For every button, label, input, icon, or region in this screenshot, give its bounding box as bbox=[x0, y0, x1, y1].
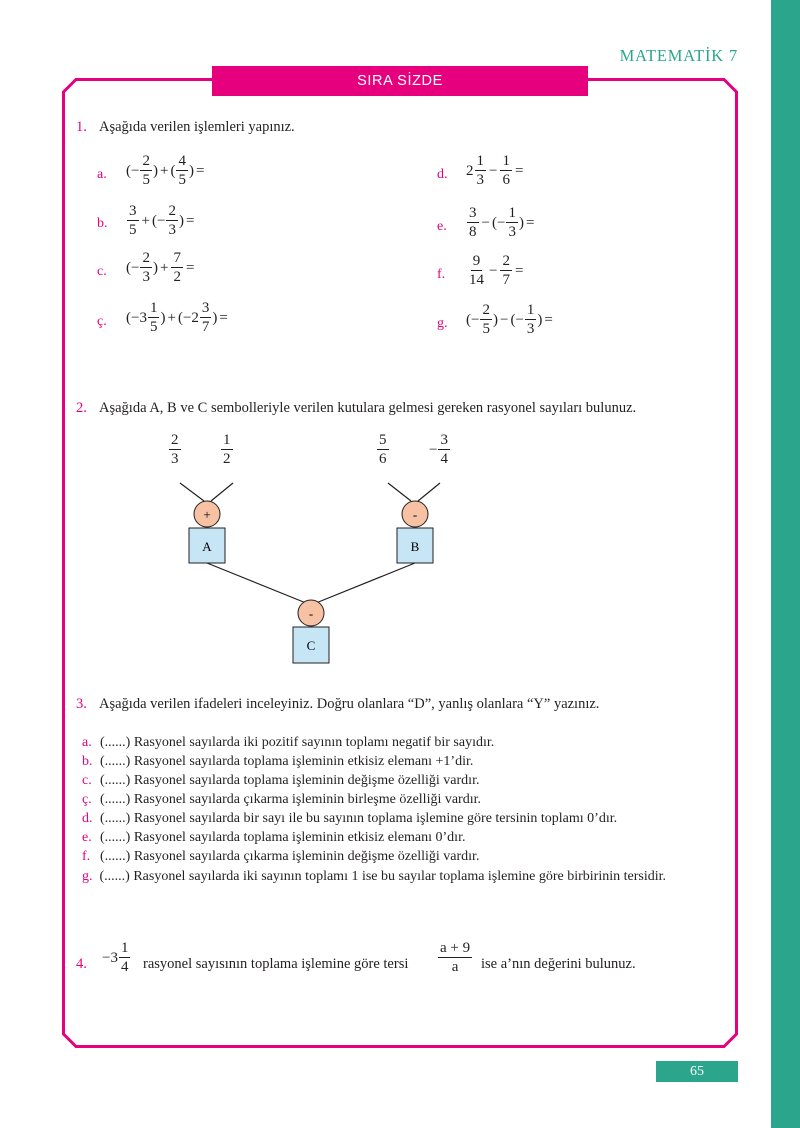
q3-item-cc: ç. (......) Rasyonel sayılarda çıkarma işleminin birleşme özelliği vardır. bbox=[82, 792, 482, 807]
subject-title: MATEMATİK 7 bbox=[619, 46, 738, 65]
q4-fraction: $\frac{a + 9}{a}$ bbox=[440, 940, 471, 975]
q2-edge-left-2 bbox=[211, 483, 233, 501]
q2-input-right-1: $\frac{5}{6}$ bbox=[379, 432, 387, 467]
q3-number: 3. bbox=[76, 696, 87, 712]
q2-edge-a-c bbox=[207, 563, 306, 603]
q1-expr-a: ( − $\frac{2}{5}$ ) + ( $\frac{4}{5}$ ) = bbox=[126, 153, 205, 188]
q4-mixed-number: −3 $\frac{1}{4}$ bbox=[102, 940, 129, 975]
q1-label-e: e. bbox=[437, 219, 447, 234]
q2-number: 2. bbox=[76, 400, 87, 416]
q4-number: 4. bbox=[76, 956, 87, 972]
q1-expr-d: 2 $\frac{1}{3}$ − $\frac{1}{6}$ = bbox=[466, 153, 524, 188]
q1-expr-f: $\frac{9}{14}$ − $\frac{2}{7}$ = bbox=[469, 253, 524, 288]
q1-label-g: g. bbox=[437, 316, 448, 331]
q2-input-left-1: $\frac{2}{3}$ bbox=[171, 432, 179, 467]
q2-op-minus-right: - bbox=[412, 507, 418, 522]
q1-label-cc: ç. bbox=[97, 314, 107, 329]
q2-input-left-2: $\frac{1}{2}$ bbox=[223, 432, 231, 467]
q2-edge-left-1 bbox=[180, 483, 204, 501]
q1-label-b: b. bbox=[97, 216, 108, 231]
q4-text-1: rasyonel sayısının toplama işlemine göre tersi bbox=[143, 956, 409, 972]
q3-item-d: d. (......) Rasyonel sayılarda bir sayı ile bu sayının toplama işlemine göre tersinin toplamı 0’dır. bbox=[82, 811, 618, 826]
q1-expr-c: ( − $\frac{2}{3}$ ) + $\frac{7}{2}$ = bbox=[126, 250, 195, 285]
q1-label-f: f. bbox=[437, 267, 446, 282]
q3-item-b: b. (......) Rasyonel sayılarda toplama işleminin etkisiz elemanı +1’dir. bbox=[82, 754, 474, 769]
q3-item-g: g. (......) Rasyonel sayılarda iki sayının toplamı 1 ise bu sayılar toplama işlemine göre birbirinin tersidir. bbox=[82, 869, 666, 884]
q3-item-e: e. (......) Rasyonel sayılarda toplama işleminin etkisiz elemanı 0’dır. bbox=[82, 830, 466, 845]
q2-box-b-label: B bbox=[410, 539, 420, 554]
page-number: 65 bbox=[656, 1061, 738, 1082]
q2-op-minus-bottom: - bbox=[308, 606, 314, 621]
q2-text: Aşağıda A, B ve C sembolleriyle verilen kutulara gelmesi gereken rasyonel sayıları bulunuz. bbox=[99, 400, 637, 416]
q2-edge-right-1 bbox=[388, 483, 411, 501]
q1-label-a: a. bbox=[97, 167, 107, 182]
q1-text: Aşağıda verilen işlemleri yapınız. bbox=[99, 119, 295, 135]
q3-text: Aşağıda verilen ifadeleri inceleyiniz. Doğru olanlara “D”, yanlış olanlara “Y” yazınız. bbox=[99, 696, 600, 712]
q2-edge-b-c bbox=[316, 563, 415, 603]
q3-item-a: a. (......) Rasyonel sayılarda iki pozitif sayının toplamı negatif bir sayıdır. bbox=[82, 735, 495, 750]
q4-text-2: ise a’nın değerini bulunuz. bbox=[481, 956, 636, 972]
q1-expr-e: $\frac{3}{8}$ − ( − $\frac{1}{3}$ ) = bbox=[469, 205, 535, 240]
q2-box-c-label: C bbox=[306, 638, 316, 653]
q2-box-a-label: A bbox=[202, 539, 212, 554]
q1-label-c: c. bbox=[97, 264, 107, 279]
section-banner: SIRA SİZDE bbox=[212, 66, 588, 96]
q1-label-d: d. bbox=[437, 167, 448, 182]
q2-op-plus: + bbox=[203, 507, 211, 522]
q2-input-right-2: − $\frac{3}{4}$ bbox=[429, 432, 448, 467]
q3-item-c: c. (......) Rasyonel sayılarda toplama işleminin değişme özelliği vardır. bbox=[82, 773, 480, 788]
q1-number: 1. bbox=[76, 119, 87, 135]
q1-expr-cc: ( − 3 $\frac{1}{5}$ ) + ( − 2 $\frac{3}{7}$ ) = bbox=[126, 300, 228, 335]
q3-item-f: f. (......) Rasyonel sayılarda çıkarma işleminin değişme özelliği vardır. bbox=[82, 849, 480, 864]
q1-expr-g: ( − $\frac{2}{5}$ ) − ( − $\frac{1}{3}$ ) = bbox=[466, 302, 553, 337]
q1-expr-b: $\frac{3}{5}$ + ( − $\frac{2}{3}$ ) = bbox=[129, 203, 195, 238]
q2-edge-right-2 bbox=[418, 483, 440, 501]
